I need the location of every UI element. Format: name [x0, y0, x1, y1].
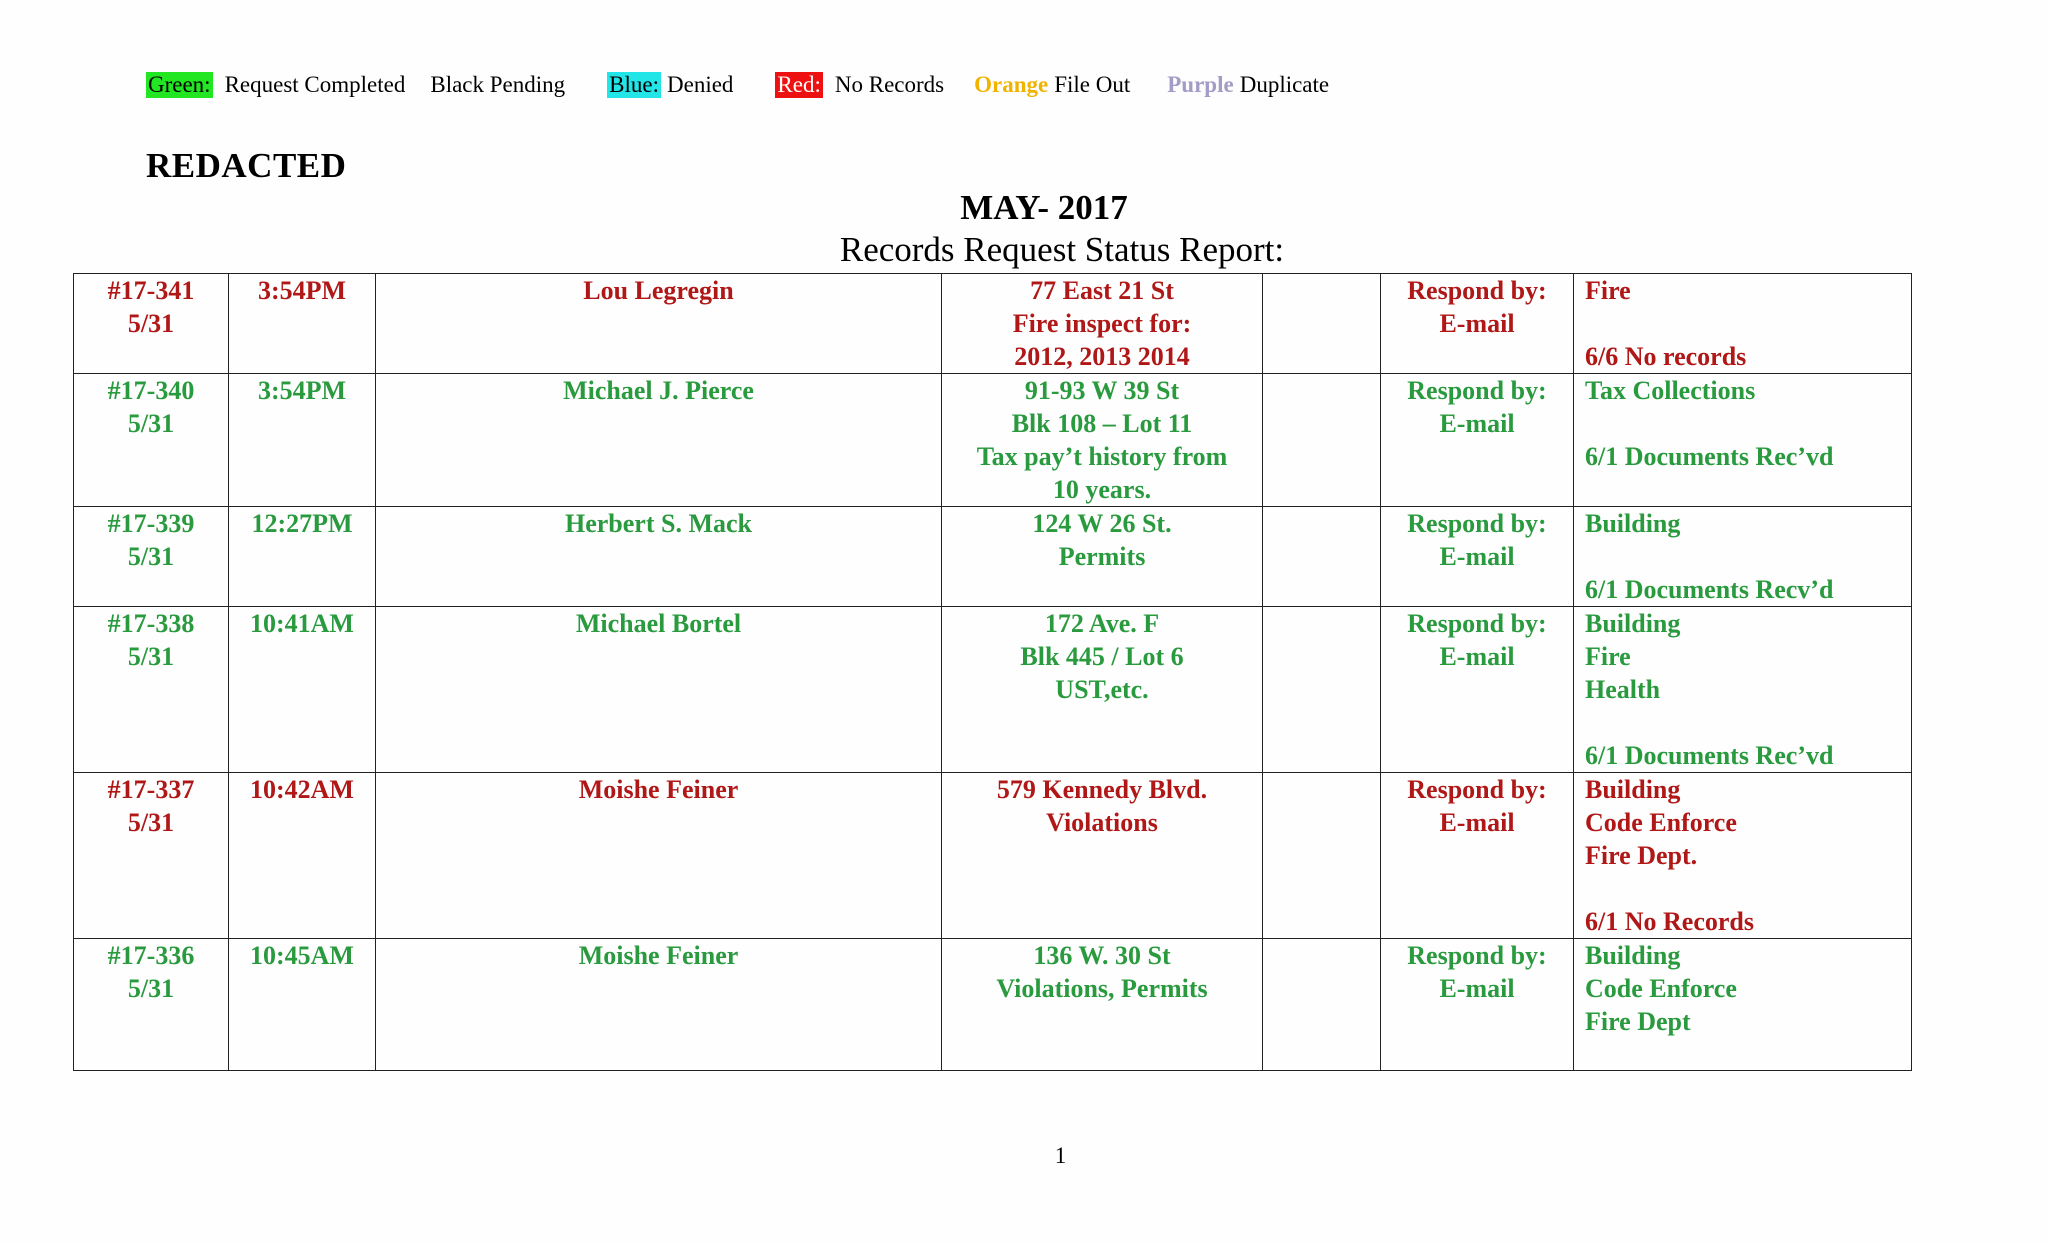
legend-orange-label: Orange [974, 72, 1049, 97]
department-cell [1574, 773, 1912, 939]
legend-green-text: Request Completed [224, 72, 406, 97]
requester-name: Lou Legregin [583, 276, 734, 305]
line-gap [1585, 307, 1911, 340]
requester-name: Moishe Feiner [578, 775, 739, 804]
request-description-cell [942, 607, 1263, 773]
department-cell [1574, 274, 1912, 374]
request-id: #17-341 [107, 276, 195, 305]
respond-method-cell [1381, 274, 1574, 374]
request-time: 3:54PM [257, 376, 347, 405]
description-line: 2012, 2013 2014 [1014, 342, 1190, 371]
department-name: Fire [1585, 642, 1631, 671]
empty-cell [1263, 274, 1381, 374]
line-gap [1585, 706, 1911, 739]
respond-method-cell [1381, 939, 1574, 1071]
request-id: #17-338 [107, 609, 195, 638]
request-id: #17-336 [107, 941, 195, 970]
description-line: 136 W. 30 St [1033, 941, 1171, 970]
records-request-table [73, 273, 1912, 1071]
respond-line: Respond by: [1407, 276, 1547, 305]
request-id: #17-339 [107, 509, 195, 538]
legend-red-label: Red: [777, 72, 821, 97]
respond-method-cell [1381, 374, 1574, 507]
requester-name-cell [376, 507, 942, 607]
request-time-cell [229, 773, 376, 939]
request-time-cell [229, 507, 376, 607]
requester-name-cell [376, 773, 942, 939]
request-description-cell [942, 773, 1263, 939]
request-id: #17-340 [107, 376, 195, 405]
request-result: 6/1 Documents Recv’d [1585, 575, 1834, 604]
legend-orange-text: File Out [1054, 72, 1131, 97]
empty-cell [1263, 773, 1381, 939]
department-name: Building [1585, 609, 1681, 638]
legend-blue-label: Blue: [609, 72, 659, 97]
requester-name-cell [376, 607, 942, 773]
request-time: 10:41AM [250, 609, 354, 638]
description-line: Blk 108 – Lot 11 [1011, 409, 1193, 438]
table-row [74, 274, 1912, 374]
respond-method-cell [1381, 507, 1574, 607]
table-row [74, 507, 1912, 607]
requester-name-cell [376, 939, 942, 1071]
request-result: 6/1 Documents Rec’vd [1585, 741, 1834, 770]
line-gap [1585, 540, 1911, 573]
request-description-cell [942, 374, 1263, 507]
legend-purple [1167, 72, 1329, 98]
legend-red-text: No Records [834, 72, 945, 97]
respond-line: Respond by: [1407, 941, 1547, 970]
legend-blue-text: Denied [667, 72, 734, 97]
redacted-heading: REDACTED [146, 146, 347, 185]
department-name: Tax Collections [1585, 376, 1756, 405]
request-date: 5/31 [127, 974, 175, 1003]
table-row [74, 607, 1912, 773]
legend-blue [607, 72, 733, 98]
table-row [74, 374, 1912, 507]
requester-name: Michael J. Pierce [563, 376, 754, 405]
request-date: 5/31 [127, 542, 175, 571]
legend-green-label: Green: [148, 72, 211, 97]
empty-cell [1263, 507, 1381, 607]
respond-line: E-mail [1439, 974, 1515, 1003]
description-line: Blk 445 / Lot 6 [1020, 642, 1184, 671]
request-id-cell [74, 773, 229, 939]
description-line: 579 Kennedy Blvd. [996, 775, 1208, 804]
legend-black [430, 72, 565, 98]
empty-cell [1263, 939, 1381, 1071]
description-line: Violations [1046, 808, 1158, 837]
description-line: 10 years. [1052, 475, 1152, 504]
description-line: UST,etc. [1055, 675, 1149, 704]
legend-orange [974, 72, 1130, 98]
legend-purple-label: Purple [1167, 72, 1234, 97]
request-description-cell [942, 939, 1263, 1071]
request-description-cell [942, 274, 1263, 374]
department-name: Fire [1585, 276, 1631, 305]
request-time-cell [229, 274, 376, 374]
department-cell [1574, 607, 1912, 773]
page-number: 1 [1054, 1143, 1067, 1168]
description-line: 77 East 21 St [1030, 276, 1174, 305]
request-date: 5/31 [127, 808, 175, 837]
table-row [74, 773, 1912, 939]
request-time-cell [229, 374, 376, 507]
respond-line: E-mail [1439, 808, 1515, 837]
request-id-cell [74, 507, 229, 607]
request-date: 5/31 [127, 642, 175, 671]
table-row [74, 939, 1912, 1071]
legend-red [775, 72, 944, 98]
request-id: #17-337 [107, 775, 195, 804]
department-name: Building [1585, 509, 1681, 538]
report-month: MAY- 2017 [960, 188, 1128, 227]
request-result: 6/6 No records [1585, 342, 1747, 371]
request-result: 6/1 No Records [1585, 907, 1754, 936]
respond-line: E-mail [1439, 642, 1515, 671]
empty-cell [1263, 607, 1381, 773]
department-name: Health [1585, 675, 1661, 704]
legend-green [146, 72, 405, 98]
requester-name-cell [376, 374, 942, 507]
department-name: Code Enforce [1585, 808, 1737, 837]
department-name: Building [1585, 941, 1681, 970]
department-cell [1574, 374, 1912, 507]
requester-name: Herbert S. Mack [564, 509, 752, 538]
department-cell [1574, 507, 1912, 607]
respond-line: Respond by: [1407, 609, 1547, 638]
empty-cell [1263, 374, 1381, 507]
request-time-cell [229, 939, 376, 1071]
respond-line: E-mail [1439, 409, 1515, 438]
request-id-cell [74, 374, 229, 507]
respond-line: Respond by: [1407, 376, 1547, 405]
requester-name: Michael Bortel [575, 609, 742, 638]
description-line: 172 Ave. F [1044, 609, 1160, 638]
line-gap [1585, 872, 1911, 905]
requester-name-cell [376, 274, 942, 374]
respond-line: E-mail [1439, 542, 1515, 571]
respond-line: Respond by: [1407, 509, 1547, 538]
request-description-cell [942, 507, 1263, 607]
request-id-cell [74, 274, 229, 374]
description-line: 91-93 W 39 St [1024, 376, 1180, 405]
request-date: 5/31 [127, 309, 175, 338]
request-result: 6/1 Documents Rec’vd [1585, 442, 1834, 471]
department-name: Fire Dept [1585, 1007, 1691, 1036]
status-legend [146, 72, 1329, 98]
line-gap [1585, 407, 1911, 440]
respond-line: Respond by: [1407, 775, 1547, 804]
request-time: 12:27PM [251, 509, 353, 538]
request-time: 10:45AM [250, 941, 354, 970]
legend-black-text: Black Pending [430, 72, 566, 97]
department-name: Code Enforce [1585, 974, 1737, 1003]
respond-line: E-mail [1439, 309, 1515, 338]
department-cell [1574, 939, 1912, 1071]
requester-name: Moishe Feiner [578, 941, 739, 970]
report-title: Records Request Status Report: [839, 230, 1285, 269]
respond-method-cell [1381, 607, 1574, 773]
respond-method-cell [1381, 773, 1574, 939]
department-name: Building [1585, 775, 1681, 804]
request-id-cell [74, 607, 229, 773]
department-name: Fire Dept. [1585, 841, 1698, 870]
description-line: 124 W 26 St. [1032, 509, 1172, 538]
request-time: 3:54PM [257, 276, 347, 305]
legend-purple-text: Duplicate [1239, 72, 1330, 97]
request-time: 10:42AM [250, 775, 354, 804]
request-date: 5/31 [127, 409, 175, 438]
request-time-cell [229, 607, 376, 773]
description-line: Tax pay’t history from [976, 442, 1228, 471]
description-line: Violations, Permits [996, 974, 1208, 1003]
request-id-cell [74, 939, 229, 1071]
description-line: Fire inspect for: [1012, 309, 1192, 338]
description-line: Permits [1058, 542, 1146, 571]
